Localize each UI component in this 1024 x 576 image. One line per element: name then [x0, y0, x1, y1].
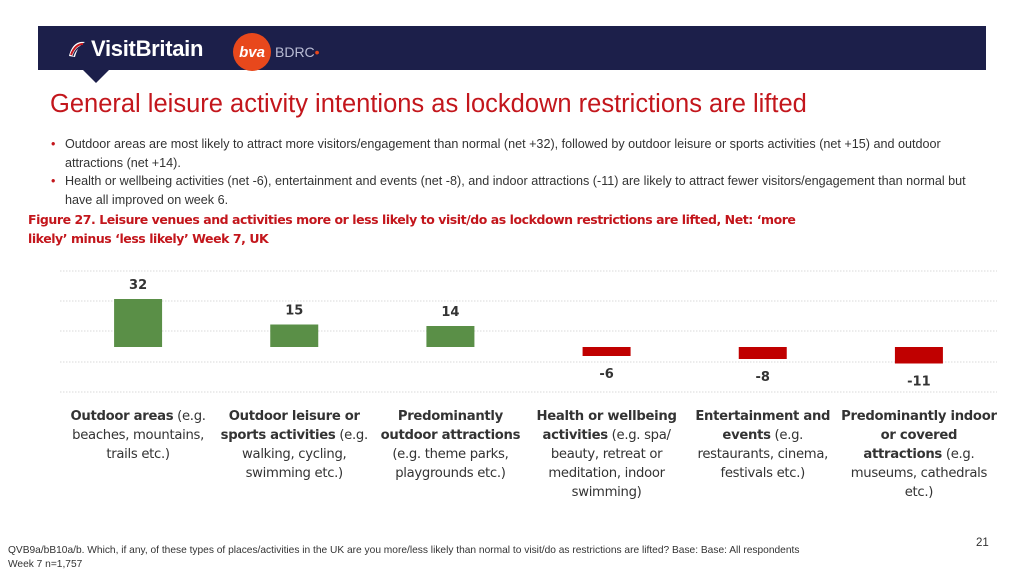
- bar-3: [426, 326, 474, 347]
- category-label-bold: Predominantly indoor or covered attractions: [841, 409, 997, 462]
- bar-1: [114, 299, 162, 347]
- category-label-3: [372, 407, 528, 483]
- data-label-6: -11: [907, 374, 931, 390]
- bva-circle-logo: bva: [233, 33, 271, 71]
- page-number: 21: [976, 537, 989, 549]
- category-label-bold: Outdoor areas: [70, 409, 174, 424]
- category-label-5: [685, 407, 841, 483]
- category-label-detail: (e.g. restaurants, cinema, festivals etc.): [697, 428, 829, 481]
- visitbritain-logo-text: VisitBritain: [91, 36, 204, 61]
- data-label-4: -6: [599, 367, 614, 382]
- bullet-item: • Outdoor areas are most likely to attract more visitors/engagement than normal (net +32), followed by outdoor leisure or sports activities (net +15) and outdoor attractions (net +14).: [48, 135, 988, 172]
- footnote: QVB9a/bB10a/b. Which, if any, of these types of places/activities in the UK are you more/less likely than normal to visit/do as restrictions are lifted? Base: Base: All respondents Week 7 n=1,757: [8, 545, 800, 570]
- category-label-detail: (e.g. walking, cycling, swimming etc.): [242, 428, 368, 481]
- data-label-3: 14: [441, 305, 460, 320]
- bar-4: [583, 347, 631, 356]
- page-title: General leisure activity intentions as lockdown restrictions are lifted: [50, 90, 807, 118]
- category-label-bold: Entertainment and events: [695, 409, 831, 443]
- data-label-1: 32: [129, 278, 148, 293]
- category-label-bold: Predominantly outdoor attractions: [380, 409, 521, 443]
- bar-5: [739, 347, 787, 359]
- category-label-2: [216, 407, 372, 483]
- figure-caption: Figure 27. Leisure venues and activities more or less likely to visit/do as lockdown restrictions are lifted, Net: ‘more likely’ minus ‘less likely’ Week 7, UK: [28, 212, 796, 246]
- category-label-detail: (e.g. spa/ beauty, retreat or meditation, indoor swimming): [548, 428, 671, 500]
- category-label-detail: (e.g. museums, cathedrals etc.): [850, 447, 988, 500]
- data-label-5: -8: [755, 370, 770, 385]
- category-label-1: [60, 407, 216, 464]
- category-label-detail: (e.g. theme parks, playgrounds etc.): [392, 447, 509, 481]
- bullet-item: • Health or wellbeing activities (net -6), entertainment and events (net -8), and indoor attractions (-11) are likely to attract fewer visitors/engagement than normal but have all improved on week 6.: [48, 172, 988, 209]
- category-label-bold: Health or wellbeing activities: [536, 409, 677, 443]
- bar-6: [895, 347, 943, 364]
- data-label-2: 15: [285, 303, 304, 319]
- category-label-4: [529, 407, 685, 502]
- bar-2: [270, 325, 318, 348]
- bdrc-logo-text: BDRC: [275, 44, 315, 60]
- category-label-6: [841, 407, 997, 502]
- category-label-bold: Outdoor leisure or sports activities: [220, 409, 360, 443]
- bdrc-dot-icon: •: [314, 44, 320, 60]
- category-label-detail: (e.g. beaches, mountains, trails etc.): [72, 409, 206, 462]
